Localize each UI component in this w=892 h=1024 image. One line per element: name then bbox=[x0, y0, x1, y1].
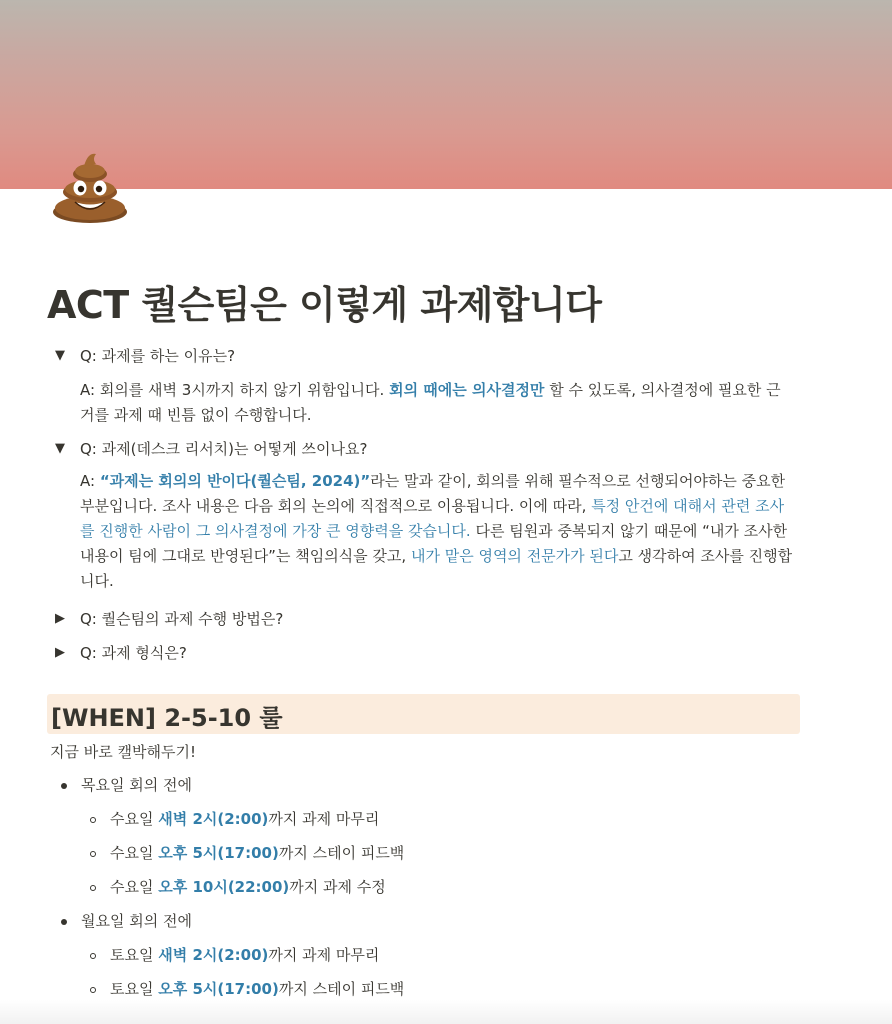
answer-text: 라는 말과 같이, 회의를 위해 필수적으로 선행되어야하는 중요한 bbox=[370, 472, 786, 490]
answer-text: 다른 팀원과 중복되지 않기 때문에 “내가 조사한 bbox=[470, 522, 788, 540]
bullet-dot bbox=[61, 919, 67, 925]
intro-text: 지금 바로 캘박해두기! bbox=[50, 743, 196, 761]
toggle-collapsed-icon[interactable]: ▶ bbox=[55, 645, 65, 660]
toggle-collapsed-icon[interactable]: ▶ bbox=[55, 611, 65, 626]
bullet-circle bbox=[90, 851, 96, 857]
when-heading-block bbox=[47, 694, 800, 734]
schedule-item bbox=[110, 842, 404, 864]
answer-highlight: 회의 때에는 의사결정만 bbox=[389, 381, 545, 399]
answer-text: 부분입니다. 조사 내용은 다음 회의 논의에 직접적으로 이용됩니다. 이에 따라, bbox=[80, 497, 592, 515]
toggle-expanded-icon[interactable]: ▼ bbox=[55, 441, 65, 456]
schedule-task: 까지 스테이 피드백 bbox=[278, 844, 405, 862]
answer-text: 할 수 있도록, 의사결정에 필요한 근 bbox=[544, 381, 781, 399]
toggle-method[interactable] bbox=[55, 608, 283, 630]
schedule-day: 수요일 bbox=[110, 844, 159, 862]
schedule-day: 수요일 bbox=[110, 878, 159, 896]
bullet-dot bbox=[61, 783, 67, 789]
schedule-item bbox=[110, 808, 379, 830]
toggle-question: Q: 과제 형식은? bbox=[80, 644, 187, 662]
schedule-task: 까지 스테이 피드백 bbox=[278, 980, 405, 998]
schedule-task: 까지 과제 마무리 bbox=[268, 810, 380, 828]
answer-quote: “과제는 회의의 반이다(퀄슨팀, 2024)” bbox=[99, 472, 371, 490]
page-title: ACT 퀄슨팀은 이렇게 과제합니다 bbox=[47, 283, 602, 327]
schedule-time: 오후 5시(17:00) bbox=[158, 980, 279, 998]
toggle-why-assignments[interactable] bbox=[55, 345, 235, 367]
bullet-circle bbox=[90, 953, 96, 959]
bullet-circle bbox=[90, 987, 96, 993]
toggle-answer bbox=[80, 378, 800, 428]
scroll-fade bbox=[0, 1000, 892, 1024]
schedule-item bbox=[110, 876, 386, 898]
toggle-answer bbox=[80, 469, 800, 594]
schedule-task: 까지 과제 마무리 bbox=[268, 946, 380, 964]
poop-emoji-icon[interactable] bbox=[50, 150, 130, 226]
answer-text: A: 회의를 새벽 3시까지 하지 않기 위함입니다. bbox=[80, 381, 390, 399]
answer-highlight: 를 진행한 사람이 그 의사결정에 가장 큰 영향력을 갖습니다. bbox=[80, 522, 471, 540]
bullet-circle bbox=[90, 885, 96, 891]
bullet-circle bbox=[90, 817, 96, 823]
toggle-question: Q: 퀄슨팀의 과제 수행 방법은? bbox=[80, 610, 284, 628]
schedule-time: 새벽 2시(2:00) bbox=[158, 946, 269, 964]
schedule-task: 까지 과제 수정 bbox=[289, 878, 386, 896]
bullet-item: 월요일 회의 전에 bbox=[81, 912, 192, 930]
schedule-item bbox=[110, 944, 379, 966]
schedule-day: 토요일 bbox=[110, 946, 159, 964]
cover-image[interactable] bbox=[0, 0, 892, 189]
schedule-item bbox=[110, 978, 404, 1000]
toggle-expanded-icon[interactable]: ▼ bbox=[55, 348, 65, 363]
schedule-time: 새벽 2시(2:00) bbox=[158, 810, 269, 828]
schedule-day: 토요일 bbox=[110, 980, 159, 998]
answer-text: 내용이 팀에 그대로 반영된다”는 책임의식을 갖고, bbox=[80, 547, 411, 565]
toggle-question: Q: 과제를 하는 이유는? bbox=[80, 347, 236, 365]
answer-text: 고 생각하여 조사를 진행합 bbox=[618, 547, 793, 565]
answer-text: 거를 과제 때 빈틈 없이 수행합니다. bbox=[80, 406, 312, 424]
answer-highlight: 내가 맡은 영역의 전문가가 된다 bbox=[410, 547, 619, 565]
bullet-item: 목요일 회의 전에 bbox=[81, 776, 192, 794]
schedule-day: 수요일 bbox=[110, 810, 159, 828]
toggle-format[interactable] bbox=[55, 642, 187, 664]
answer-highlight: 특정 안건에 대해서 관련 조사 bbox=[591, 497, 785, 515]
answer-text: 니다. bbox=[80, 572, 114, 590]
schedule-time: 오후 5시(17:00) bbox=[158, 844, 279, 862]
toggle-desk-research[interactable] bbox=[55, 438, 367, 460]
schedule-time: 오후 10시(22:00) bbox=[158, 878, 290, 896]
toggle-question: Q: 과제(데스크 리서치)는 어떻게 쓰이나요? bbox=[80, 440, 368, 458]
section-heading: [WHEN] 2-5-10 룰 bbox=[51, 704, 283, 732]
answer-text: A: bbox=[80, 472, 100, 490]
